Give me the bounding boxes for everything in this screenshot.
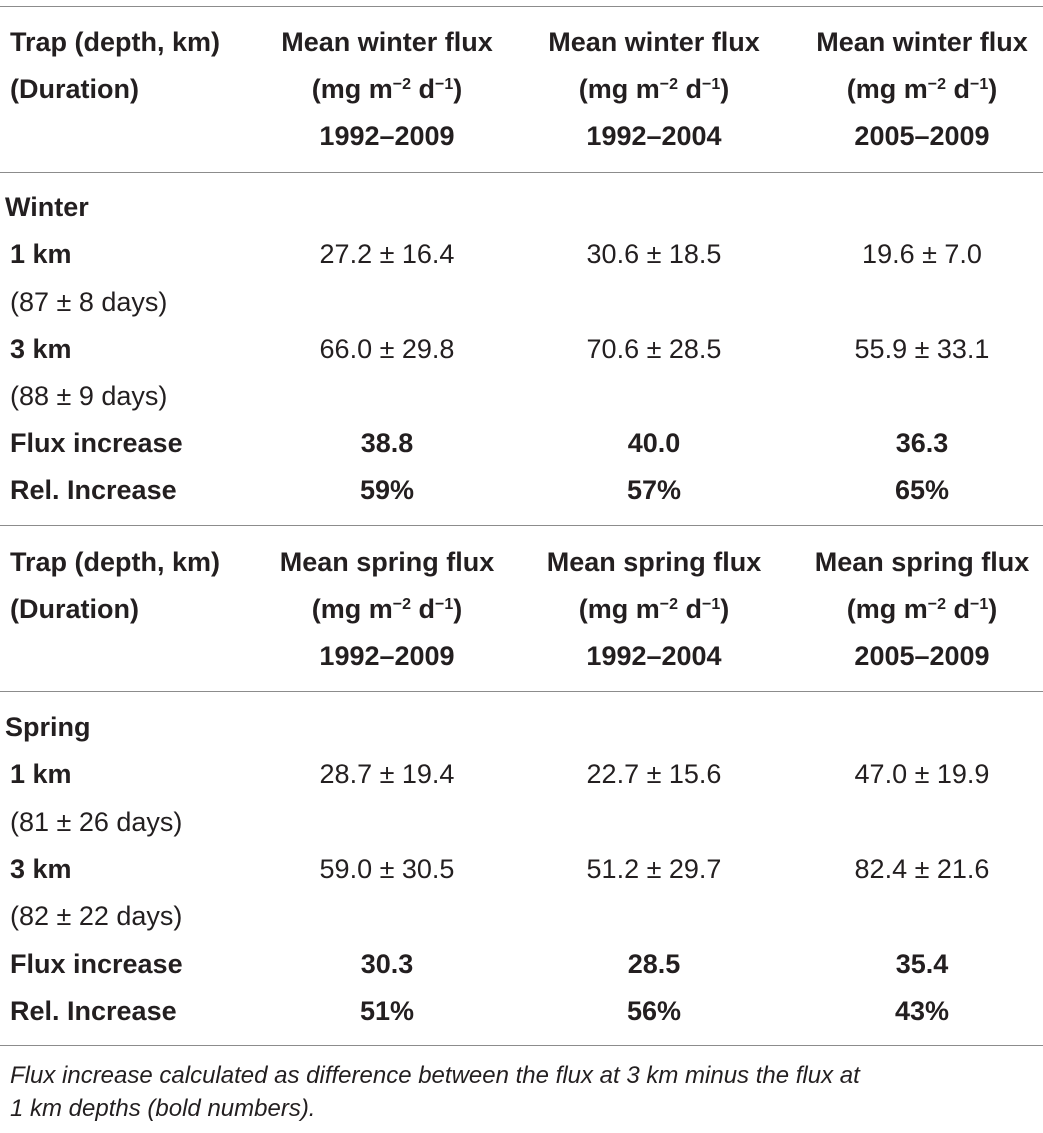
winter-section-label: Winter (5, 192, 89, 222)
spring-header-col3-period: 2005–2009 (854, 641, 990, 671)
spring-row-3km-col1: 59.0 ± 30.5 (319, 854, 455, 884)
spring-row-1km-col3: 47.0 ± 19.9 (854, 759, 990, 789)
spring-row-rel-increase-col2: 56% (626, 996, 682, 1026)
spring-header-col1-title: Mean spring flux (279, 547, 495, 577)
winter-row-3km-duration: (88 ± 9 days) (10, 381, 168, 411)
spring-row-1km-col2: 22.7 ± 15.6 (586, 759, 722, 789)
spring-row-rel-increase-col3: 43% (894, 996, 950, 1026)
winter-header-col2-unit: (mg $m^{-2}$ $d^{-1}$) (578, 74, 730, 104)
winter-header-col3-unit: (mg $m^{-2}$ $d^{-1}$) (846, 74, 998, 104)
winter-row-1km-col1: 27.2 ± 16.4 (319, 239, 455, 269)
winter-row-1km-label: 1 km (10, 239, 72, 269)
winter-header-col2-title: Mean winter flux (548, 27, 760, 57)
spring-header-rule (0, 691, 1043, 692)
winter-row-1km-col2: 30.6 ± 18.5 (586, 239, 722, 269)
spring-row-1km-duration: (81 ± 26 days) (10, 807, 183, 837)
footnote-line-2: 1 km depths (bold numbers). (10, 1095, 316, 1122)
spring-header-col1-period: 1992–2009 (319, 641, 455, 671)
table-bottom-rule (0, 1045, 1043, 1046)
winter-row-rel-increase-col2: 57% (626, 475, 682, 505)
spring-header-col2-period: 1992–2004 (586, 641, 722, 671)
winter-header-trap: Trap (depth, km) (10, 27, 221, 57)
section-divider-rule (0, 525, 1043, 526)
spring-row-flux-increase-col2: 28.5 (627, 949, 681, 979)
spring-row-flux-increase-label: Flux increase (10, 949, 183, 979)
spring-header-trap: Trap (depth, km) (10, 547, 221, 577)
spring-row-3km-col2: 51.2 ± 29.7 (586, 854, 722, 884)
winter-row-flux-increase-col1: 38.8 (360, 428, 414, 458)
winter-row-3km-col3: 55.9 ± 33.1 (854, 334, 990, 364)
winter-row-flux-increase-label: Flux increase (10, 428, 183, 458)
spring-row-flux-increase-col3: 35.4 (895, 949, 949, 979)
spring-row-rel-increase-label: Rel. Increase (10, 996, 177, 1026)
spring-row-rel-increase-col1: 51% (359, 996, 415, 1026)
winter-row-rel-increase-col1: 59% (359, 475, 415, 505)
winter-row-flux-increase-col2: 40.0 (627, 428, 681, 458)
spring-row-1km-label: 1 km (10, 759, 72, 789)
spring-row-flux-increase-col1: 30.3 (360, 949, 414, 979)
winter-header-duration: (Duration) (10, 74, 139, 104)
spring-header-col3-unit: (mg $m^{-2}$ $d^{-1}$) (846, 594, 998, 624)
winter-row-rel-increase-col3: 65% (894, 475, 950, 505)
winter-row-3km-col1: 66.0 ± 29.8 (319, 334, 455, 364)
winter-row-flux-increase-col3: 36.3 (895, 428, 949, 458)
winter-row-3km-col2: 70.6 ± 28.5 (586, 334, 722, 364)
winter-row-1km-col3: 19.6 ± 7.0 (862, 239, 982, 269)
spring-header-duration: (Duration) (10, 594, 139, 624)
spring-row-3km-col3: 82.4 ± 21.6 (854, 854, 990, 884)
winter-header-col2-period: 1992–2004 (586, 121, 722, 151)
spring-header-col2-unit: (mg $m^{-2}$ $d^{-1}$) (578, 594, 730, 624)
winter-header-col3-period: 2005–2009 (854, 121, 990, 151)
winter-header-rule (0, 172, 1043, 173)
winter-header-col1-unit: (mg $m^{-2}$ $d^{-1}$) (311, 74, 463, 104)
spring-header-col1-unit: (mg $m^{-2}$ $d^{-1}$) (311, 594, 463, 624)
winter-header-col3-title: Mean winter flux (816, 27, 1028, 57)
winter-row-1km-duration: (87 ± 8 days) (10, 287, 168, 317)
winter-row-3km-label: 3 km (10, 334, 72, 364)
spring-header-col3-title: Mean spring flux (814, 547, 1030, 577)
winter-header-col1-title: Mean winter flux (281, 27, 493, 57)
winter-row-rel-increase-label: Rel. Increase (10, 475, 177, 505)
spring-section-label: Spring (5, 712, 91, 742)
table-top-rule (0, 6, 1043, 7)
spring-header-col2-title: Mean spring flux (546, 547, 762, 577)
spring-row-3km-label: 3 km (10, 854, 72, 884)
footnote-line-1: Flux increase calculated as difference between the flux at 3 km minus the flux at (10, 1062, 860, 1089)
winter-header-col1-period: 1992–2009 (319, 121, 455, 151)
spring-row-1km-col1: 28.7 ± 19.4 (319, 759, 455, 789)
spring-row-3km-duration: (82 ± 22 days) (10, 901, 183, 931)
